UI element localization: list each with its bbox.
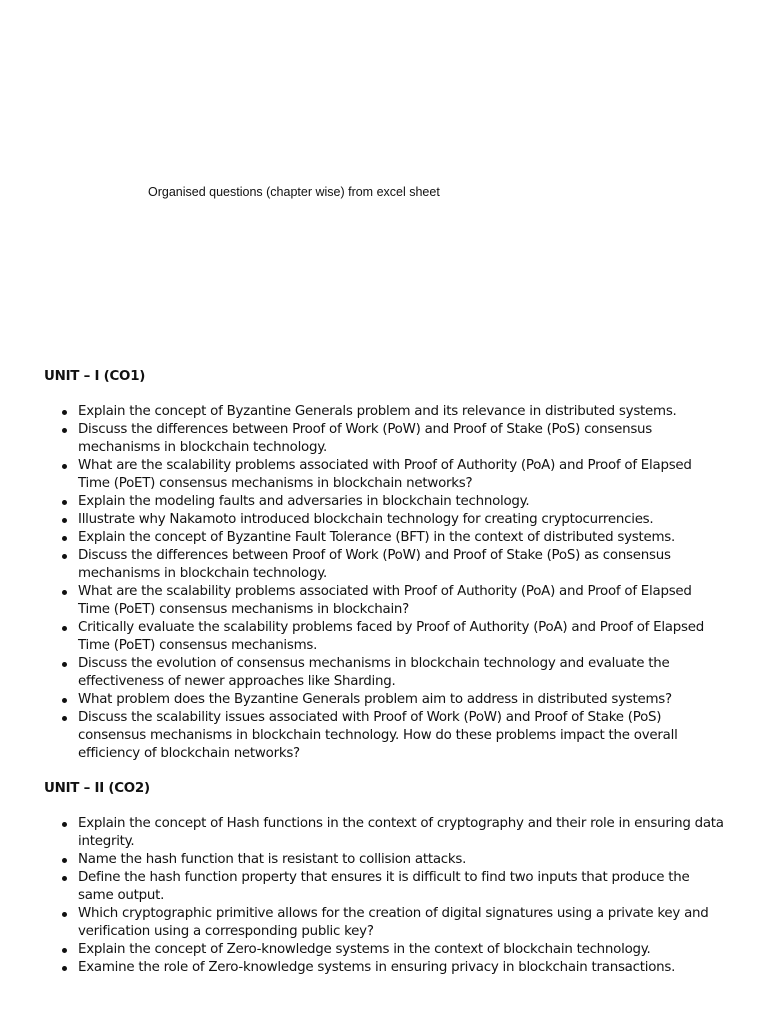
question-item: Critically evaluate the scalability problems faced by Proof of Authority (PoA) and Proof of Elapsed Time (PoET) consensus mechanisms. <box>78 619 724 655</box>
question-item: What are the scalability problems associated with Proof of Authority (PoA) and Proof of Elapsed Time (PoET) consensus mechanisms in blockchain networks? <box>78 457 724 493</box>
question-item: Discuss the differences between Proof of Work (PoW) and Proof of Stake (PoS) as consensus mechanisms in blockchain technology. <box>78 547 724 583</box>
question-item: Define the hash function property that ensures it is difficult to find two inputs that produce the same output. <box>78 869 724 905</box>
question-list <box>44 403 724 763</box>
question-item: Examine the role of Zero-knowledge systems in ensuring privacy in blockchain transactions. <box>78 959 724 977</box>
question-item: Explain the concept of Zero-knowledge systems in the context of blockchain technology. <box>78 941 724 959</box>
question-item: Explain the modeling faults and adversaries in blockchain technology. <box>78 493 724 511</box>
question-item: What problem does the Byzantine Generals problem aim to address in distributed systems? <box>78 691 724 709</box>
question-item: Illustrate why Nakamoto introduced blockchain technology for creating cryptocurrencies. <box>78 511 724 529</box>
question-item: Name the hash function that is resistant to collision attacks. <box>78 851 724 869</box>
question-item: Explain the concept of Hash functions in the context of cryptography and their role in ensuring data integrity. <box>78 816 724 849</box>
question-item: Which cryptographic primitive allows for the creation of digital signatures using a private key and verification using a corresponding public key? <box>78 905 724 941</box>
question-item: Explain the concept of Byzantine Fault Tolerance (BFT) in the context of distributed systems. <box>78 529 724 547</box>
question-item: What are the scalability problems associated with Proof of Authority (PoA) and Proof of Elapsed Time (PoET) consensus mechanisms in blockchain? <box>78 583 724 619</box>
question-item: Discuss the scalability issues associated with Proof of Work (PoW) and Proof of Stake (PoS) consensus mechanisms in blockchain technology. How do these problems impact the overall efficiency of blockchain networks? <box>78 709 724 763</box>
unit-heading: UNIT – I (CO1) <box>44 369 146 384</box>
unit-section-1 <box>44 368 724 763</box>
unit-heading: UNIT – II (CO2) <box>44 781 150 796</box>
unit-section-2 <box>44 780 724 977</box>
question-list <box>44 815 724 977</box>
question-item: Explain the concept of Byzantine Generals problem and its relevance in distributed systems. <box>78 403 724 421</box>
question-bank <box>44 368 724 994</box>
question-item: Discuss the evolution of consensus mechanisms in blockchain technology and evaluate the effectiveness of newer approaches like Sharding. <box>78 655 724 691</box>
document-subtitle: Organised questions (chapter wise) from excel sheet <box>148 185 440 199</box>
question-item: Discuss the differences between Proof of Work (PoW) and Proof of Stake (PoS) consensus mechanisms in blockchain technology. <box>78 421 724 457</box>
